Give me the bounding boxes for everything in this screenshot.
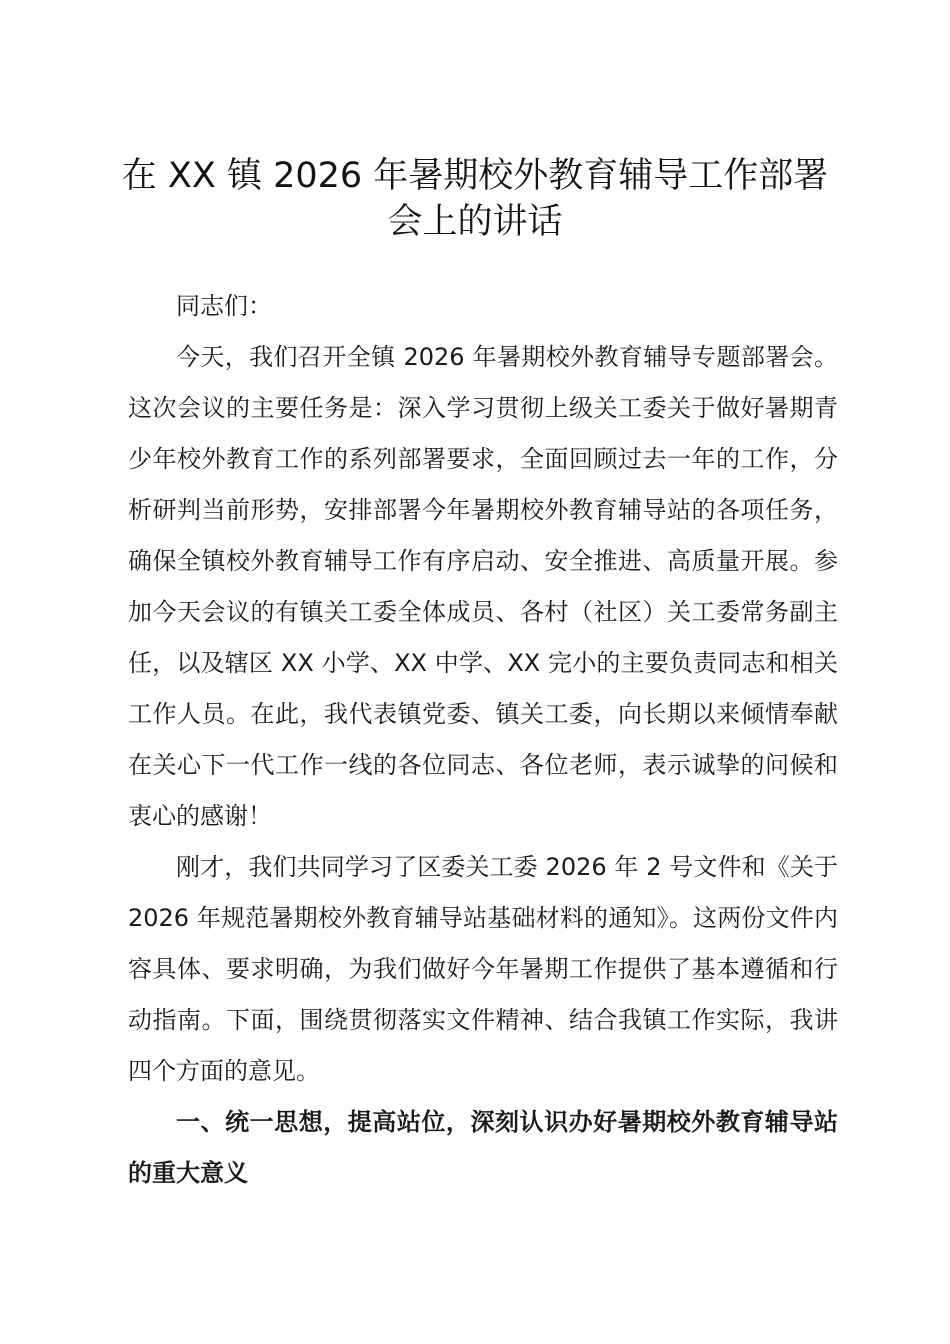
salutation: 同志们：: [176, 292, 272, 320]
paragraph-opening: 今天，我们召开全镇 2026 年暑期校外教育辅导专题部署会。这次会议的主要任务是：深入学习贯彻上级关工委关于做好暑期青少年校外教育工作的系列部署要求，全面回顾过去一年的工作，分析研判当前形势，安排部署今年暑期校外教育辅导站的各项任务，确保全镇校外教育辅导工作有序启动、安全推进、高质量开展。参加今天会议的有镇关工委全体成员、各村（社区）关工委常务副主任，以及辖区 XX 小学、XX 中学、XX 完小的主要负责同志和相关工作人员。在此，我代表镇党委、镇关工委，向长期以来倾情奉献在关心下一代工作一线的各位同志、各位老师，表示诚挚的问候和衷心的感谢！: [128, 343, 838, 830]
document-body: [128, 281, 838, 1199]
title-line-2: 会上的讲话: [387, 202, 563, 242]
section-heading-1: 一、统一思想，提高站位，深刻认识办好暑期校外教育辅导站的重大意义: [128, 1108, 838, 1187]
document-title: [110, 153, 840, 245]
title-line-1: 在 XX 镇 2026 年暑期校外教育辅导工作部署: [121, 156, 829, 196]
paragraph-documents: 刚才，我们共同学习了区委关工委 2026 年 2 号文件和《关于 2026 年规范暑期校外教育辅导站基础材料的通知》。这两份文件内容具体、要求明确，为我们做好今年暑期工作提供了基本遵循和行动指南。下面，围绕贯彻落实文件精神、结合我镇工作实际，我讲四个方面的意见。: [128, 853, 838, 1085]
